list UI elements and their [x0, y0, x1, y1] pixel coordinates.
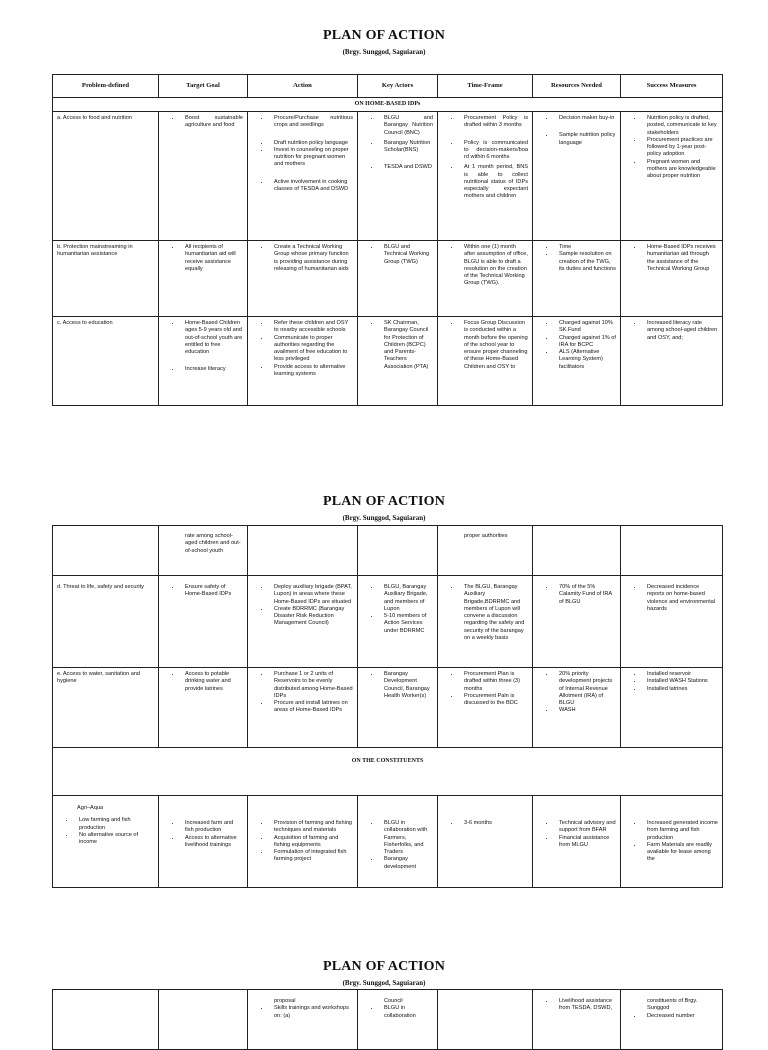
list-item: • Decreased incidence reports on home-based violence and environmental hazards — [643, 584, 718, 613]
list-item: • Refer these children and OSY to nearby accessible schools — [270, 320, 353, 335]
page-subtitle: (Brgy. Sunggod, Saguiaran) — [342, 979, 426, 987]
continued-text: proper authorities — [438, 526, 533, 576]
list-item: • Farm Materials are readily available for lease among the — [643, 842, 718, 864]
list-item: • Low farming and fish production — [75, 817, 154, 832]
list-item: • Formulation of integrated fish farming project — [270, 849, 353, 864]
list-item: • BLGU and Technical Working Group (TWG) — [380, 244, 433, 266]
list-item: • Home-Based Children ages 5-9 years old and out-of-school youth are entitled to free education — [181, 320, 243, 356]
list-item: • Acquisition of farming and fishing equipments — [270, 835, 353, 850]
list-item: • 3-6 months — [460, 820, 528, 827]
problem-cell: c. Access to education — [53, 317, 159, 406]
list-item: • Ensure safety of Home-Based IDPs — [181, 584, 243, 599]
list-item: • Time — [555, 244, 616, 251]
list-item: • At 1 month period, BNS is able to collect nutritional status of IDPs especially expectant mothers and children — [460, 164, 528, 200]
list-item: • Procure and install latrines on areas of Home-Based IDPs — [270, 700, 353, 715]
page-subtitle: (Brgy. Sunggod, Saguiaran) — [342, 514, 426, 522]
list-item: • Create a Technical Working Group whose primary function is providing assistance during releasing of humanitarian aids — [270, 244, 353, 273]
list-item: • The BLGU, Barangay Auxiliary Brigade,BDRRMC and members of Lupon will convene a discussion regarding the safety and security of the barangay on a weekly basis — [460, 584, 528, 642]
table-row — [53, 317, 723, 406]
continued-text: rate among school-aged children and out-of-school youth — [159, 526, 248, 576]
list-item: • Within one (1) month after assumption of office, BLGU is able to draft a resolution on the creation of the Technical Working Group (TWG). — [460, 244, 528, 288]
list-item: • TESDA and DSWD — [380, 164, 433, 171]
list-item: • Technical advisory and support from BFAR — [555, 820, 616, 835]
continued-text: Council — [384, 998, 403, 1004]
col-header-time: Time-Frame — [438, 75, 533, 98]
section-header: ON HOME-BASED IDPs — [53, 98, 723, 112]
section-header: ON THE CONSTITUENTS — [53, 748, 723, 796]
list-item: • Increased literacy rate among school-aged children and OSY, and; — [643, 320, 718, 342]
list-item: • Charged against 10% SK Fund — [555, 320, 616, 335]
list-item: • Barangay development — [380, 856, 433, 871]
plan-table — [52, 525, 723, 888]
list-item: • BLGU in collaboration with Farmers, Fisherfolks, and Traders — [380, 820, 433, 856]
list-item: • Active involvement in cooking classes of TESDA and DSWD — [270, 179, 353, 194]
col-header-action: Action — [248, 75, 358, 98]
problem-category: Agri–Aqua — [77, 805, 104, 811]
list-item: • Procurement Plan is drafted within three (3) months — [460, 671, 528, 693]
list-item: • Decision maker buy-in — [555, 115, 616, 122]
list-item: • Focus Group Discussion is conducted within a month before the opening of the school year to ensure proper channeling of these Home-Based Children and OSY to — [460, 320, 528, 371]
list-item: • Create BDRRMC (Barangay Disaster Risk Reduction Management Council) — [270, 606, 353, 628]
list-item: • Financial assistance from MLGU — [555, 835, 616, 850]
table-row — [53, 796, 723, 888]
list-item: • Sample nutrition policy language — [555, 132, 616, 147]
list-item: • BLGU, Barangay Auxiliary Brigade, and members of Lupon — [380, 584, 433, 613]
table-header-row — [53, 75, 723, 98]
list-item: • ALS (Alternative Learning System) facilitators — [555, 349, 616, 371]
list-item: • Charged against 1% of IRA for BCPC — [555, 335, 616, 350]
list-item: • BLGU in collaboration — [380, 1005, 433, 1020]
list-item: • Invest in counseling on proper nutrition for pregnant women and mothers — [270, 147, 353, 169]
list-item: • Installed latrines — [643, 686, 718, 693]
col-header-resources: Resources Needed — [533, 75, 621, 98]
list-item: • No alternative source of income — [75, 832, 154, 847]
list-item: • Provide access to alternative learning systems — [270, 364, 353, 379]
plan-table — [52, 74, 723, 406]
problem-cell: d. Threat to life, safety and security — [53, 576, 159, 668]
list-item: • Access to potable drinking water and provide latrines — [181, 671, 243, 693]
list-item: • Increased farm and fish production — [181, 820, 243, 835]
list-item: • 5-10 members of Action Services under BDRRMC — [380, 613, 433, 635]
list-item: • Decreased number — [643, 1013, 718, 1020]
list-item: • SK Chairman, Barangay Council for Protection of Children (BCPC) and Parents-Teachers Association (PTA) — [380, 320, 433, 371]
list-item: • Procurement Paln is discussed to the BDC — [460, 693, 528, 708]
list-item: • Home-Based IDPs receives humanitarian aid through the assistance of the Technical Working Group — [643, 244, 718, 273]
continued-text: constituents of Brgy. Sunggod — [647, 998, 698, 1012]
plan-table — [52, 989, 723, 1050]
table-row — [53, 576, 723, 668]
list-item: • Installed WASH Stations — [643, 678, 718, 685]
list-item: • Barangay Development Council, Barangay Health Worker(s) — [380, 671, 433, 700]
col-header-problem: Problem-defined — [53, 75, 159, 98]
list-item: • Increased generated income from farming and fish production — [643, 820, 718, 842]
list-item: • 20% priority development projects of Internal Revenue Allotment (IRA) of BLGU — [555, 671, 616, 707]
page-title: PLAN OF ACTION — [322, 494, 446, 509]
problem-cell: e. Access to water, sanitation and hygiene — [53, 668, 159, 748]
table-row — [53, 112, 723, 241]
list-item: • Livelihood assistance from TESDA, DSWD, — [555, 998, 616, 1013]
table-row — [53, 526, 723, 576]
col-header-goal: Target Goal — [159, 75, 248, 98]
list-item: • Policy is communicated to decision-makers/boa rd within 6 months — [460, 140, 528, 162]
table-row — [53, 241, 723, 317]
table-row — [53, 668, 723, 748]
list-item: • Procure/Purchase nutritious crops and seedlings — [270, 115, 353, 130]
list-item: • Procurement practices are followed by 1-year post-policy adoption — [643, 137, 718, 159]
problem-cell: a. Access to food and nutrition — [53, 112, 159, 241]
list-item: • Provision of farming and fishing techniques and materials — [270, 820, 353, 835]
list-item: • Skills trainings and workshops on: (a) — [270, 1005, 353, 1020]
list-item: • WASH — [555, 707, 616, 714]
list-item: • Deploy auxiliary brigade (BPAT, Lupon) in areas where these Home-Based IDPs are situated — [270, 584, 353, 606]
col-header-actors: Key Actors — [358, 75, 438, 98]
continued-text: proposal — [274, 998, 296, 1004]
list-item: • Purchase 1 or 2 units of Reservoirs to be evenly distributed among Home-Based IDPs — [270, 671, 353, 700]
list-item: • Boost sustainable agriculture and food — [181, 115, 243, 130]
list-item: • Draft nutrition policy language — [270, 140, 353, 147]
list-item: • Sample resolution on creation of the TWG, its duties and functions — [555, 251, 616, 273]
list-item: • Installed reservoir — [643, 671, 718, 678]
list-item: • Increase literacy — [181, 366, 243, 373]
page-subtitle: (Brgy. Sunggod, Saguiaran) — [342, 48, 426, 56]
problem-cell: b. Protection mainstreaming in humanitarian assistance — [53, 241, 159, 317]
list-item: • Pregnant women and mothers are knowledgeable about proper nutrition — [643, 159, 718, 181]
table-row — [53, 990, 723, 1050]
list-item: • All recipients of humanitarian aid will receive assistance equally — [181, 244, 243, 273]
list-item: • Communicate to proper authorities regarding the availment of free education to less privileged — [270, 335, 353, 364]
list-item: • 70% of the 5% Calamity Fund of IRA of BLGU — [555, 584, 616, 606]
list-item: • Nutrition policy is drafted, posted, communicate to key stakeholders — [643, 115, 718, 137]
col-header-success: Success Measures — [621, 75, 723, 98]
list-item: • BLGU and Barangay Nutrition Council (BNC) — [380, 115, 433, 137]
list-item: • Barangay Nutrition Scholar(BNS) — [380, 140, 433, 155]
page-title: PLAN OF ACTION — [322, 28, 446, 43]
list-item: • Access to alternative livelihood trainings — [181, 835, 243, 850]
list-item: • Procurement Policy is drafted within 3 months — [460, 115, 528, 130]
page-title: PLAN OF ACTION — [322, 959, 446, 974]
